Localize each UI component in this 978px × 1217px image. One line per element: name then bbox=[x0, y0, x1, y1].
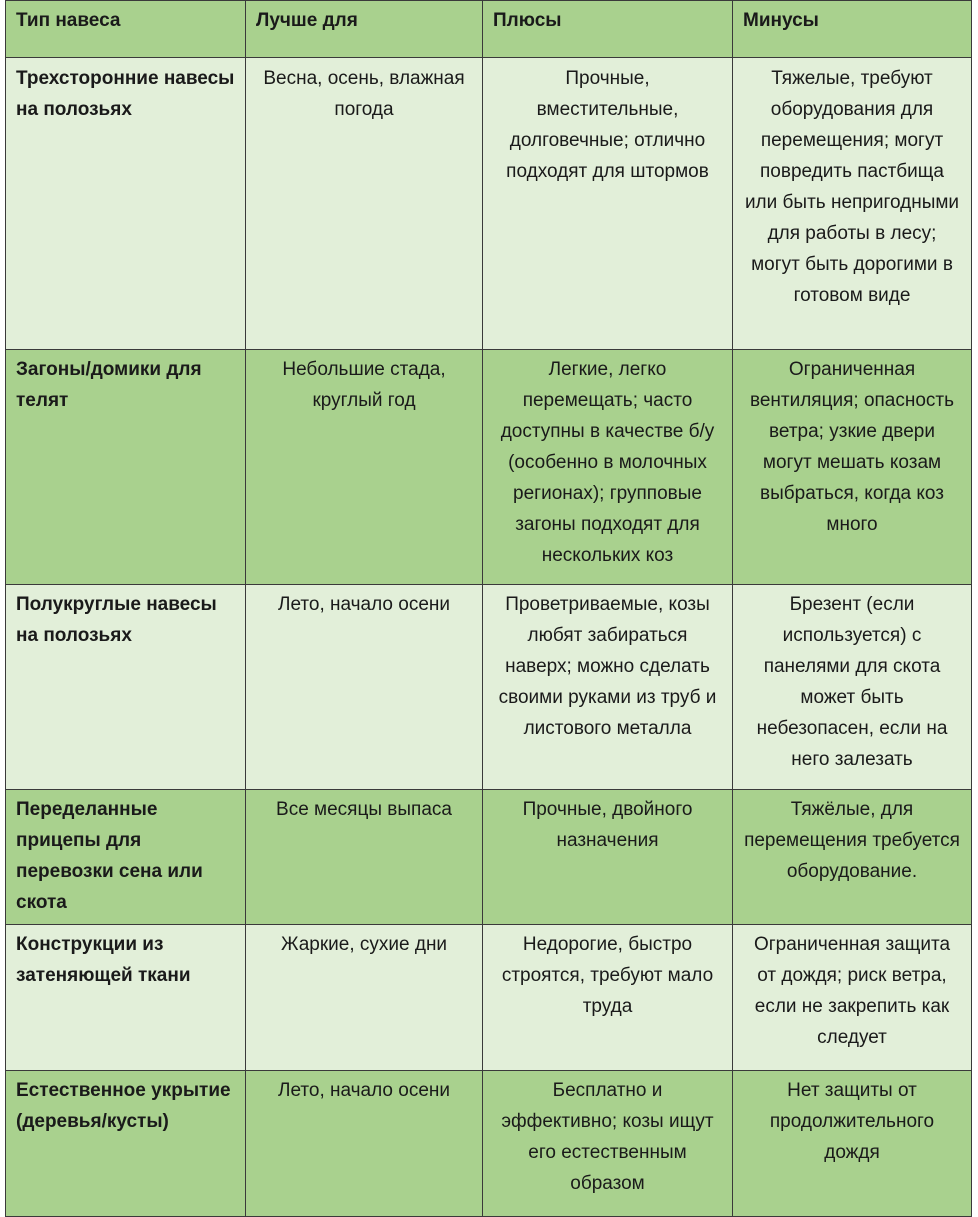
cell-cons: Нет защиты от продолжительного дождя bbox=[733, 1071, 972, 1217]
table-row bbox=[6, 925, 972, 1071]
cell-cons: Ограниченная вентиляция; опасность ветра; узкие двери могут мешать козам выбраться, когда коз много bbox=[733, 350, 972, 585]
cell-best-for: Лето, начало осени bbox=[246, 585, 483, 790]
table-row bbox=[6, 1071, 972, 1217]
cell-pros: Прочные, вместительные, долговечные; отлично подходят для штормов bbox=[483, 58, 733, 350]
cell-type: Естественное укрытие (деревья/кусты) bbox=[6, 1071, 246, 1217]
cell-best-for: Небольшие стада, круглый год bbox=[246, 350, 483, 585]
cell-type: Полукруглые навесы на полозьях bbox=[6, 585, 246, 790]
table-row bbox=[6, 585, 972, 790]
cell-pros: Проветриваемые, козы любят забираться наверх; можно сделать своими руками из труб и листового металла bbox=[483, 585, 733, 790]
cell-pros: Бесплатно и эффективно; козы ищут его естественным образом bbox=[483, 1071, 733, 1217]
header-pros: Плюсы bbox=[483, 1, 733, 58]
cell-type: Загоны/домики для телят bbox=[6, 350, 246, 585]
cell-type: Конструкции из затеняющей ткани bbox=[6, 925, 246, 1071]
cell-pros: Прочные, двойного назначения bbox=[483, 790, 733, 925]
cell-pros: Легкие, легко перемещать; часто доступны в качестве б/у (особенно в молочных регионах); групповые загоны подходят для нескольких коз bbox=[483, 350, 733, 585]
cell-type: Переделанные прицепы для перевозки сена или скота bbox=[6, 790, 246, 925]
shelter-table-container bbox=[5, 0, 971, 1217]
cell-best-for: Лето, начало осени bbox=[246, 1071, 483, 1217]
cell-cons: Ограниченная защита от дождя; риск ветра, если не закрепить как следует bbox=[733, 925, 972, 1071]
header-type: Тип навеса bbox=[6, 1, 246, 58]
cell-best-for: Весна, осень, влажная погода bbox=[246, 58, 483, 350]
cell-type: Трехсторонние навесы на полозьях bbox=[6, 58, 246, 350]
cell-pros: Недорогие, быстро строятся, требуют мало труда bbox=[483, 925, 733, 1071]
table-row bbox=[6, 350, 972, 585]
cell-best-for: Жаркие, сухие дни bbox=[246, 925, 483, 1071]
table-row bbox=[6, 58, 972, 350]
cell-best-for: Все месяцы выпаса bbox=[246, 790, 483, 925]
cell-cons: Брезент (если используется) с панелями для скота может быть небезопасен, если на него залезать bbox=[733, 585, 972, 790]
header-best-for: Лучше для bbox=[246, 1, 483, 58]
table-header-row bbox=[6, 1, 972, 58]
cell-cons: Тяжелые, требуют оборудования для перемещения; могут повредить пастбища или быть непригодными для работы в лесу; могут быть дорогими в готовом виде bbox=[733, 58, 972, 350]
header-cons: Минусы bbox=[733, 1, 972, 58]
table-row bbox=[6, 790, 972, 925]
shelter-comparison-table bbox=[5, 0, 972, 1217]
cell-cons: Тяжёлые, для перемещения требуется оборудование. bbox=[733, 790, 972, 925]
